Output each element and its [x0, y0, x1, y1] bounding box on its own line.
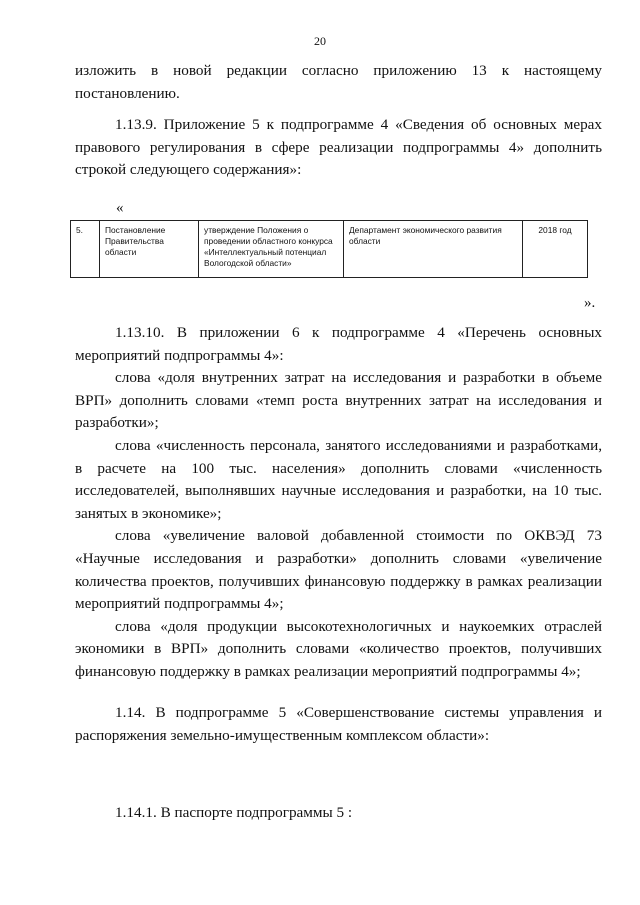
cell-term: 2018 год	[523, 221, 588, 278]
paragraph-1-14-1: 1.14.1. В паспорте подпрограммы 5 :	[115, 804, 353, 821]
page-number: 20	[314, 34, 326, 48]
block-1-14	[75, 702, 602, 747]
cell-executor: Департамент экономического развития области	[344, 221, 523, 278]
paragraph-intro: изложить в новой редакции согласно приложению 13 к настоящему постановлению.	[75, 62, 602, 102]
closing-quote: ».	[584, 295, 596, 311]
table-row	[71, 221, 588, 278]
paragraph-1-13-9: 1.13.9. Приложение 5 к подпрограмме 4 «Сведения об основных мерах правового регулирования в сфере реализации подпрограммы 4» дополнить строкой следующего содержания»:	[75, 116, 602, 179]
block-1-13-10	[75, 322, 602, 684]
paragraph-words-2: слова «численность персонала, занятого исследованиями и разработками, в расчете на 100 тыс. населения» дополнить словами «численность исследователей, выполнявших научные исследования и разработки, на 10 тыс. занятых в экономике»;	[75, 436, 602, 522]
paragraph-words-4: слова «доля продукции высокотехнологичных и наукоемких отраслей экономики в ВРП» дополнить словами «количество проектов, получивших финансовую поддержку в рамках реализации мероприятий подпрограммы 4»;	[75, 617, 602, 680]
opening-quote: «	[116, 200, 124, 216]
paragraph-words-1: слова «доля внутренних затрат на исследования и разработки в объеме ВРП» дополнить словами «темп роста внутренних затрат на исследования и разработки»;	[75, 369, 602, 432]
block-intro	[75, 60, 602, 105]
paragraph-words-3: слова «увеличение валовой добавленной стоимости по ОКВЭД 73 «Научные исследования и разработки» дополнить словами «увеличение количества проектов, получивших финансовую поддержку в рамках реализации мероприятий подпрограммы 4»;	[75, 527, 602, 613]
paragraph-1-14: 1.14. В подпрограмме 5 «Совершенствование системы управления и распоряжения земельно-имущественным комплексом области»:	[75, 704, 602, 744]
cell-act-type: Постановление Правительства области	[100, 221, 199, 278]
block-1-13-9	[75, 114, 602, 182]
paragraph-1-13-10: 1.13.10. В приложении 6 к подпрограмме 4 «Перечень основных мероприятий подпрограммы 4»:	[75, 324, 602, 364]
cell-number: 5.	[71, 221, 100, 278]
block-1-14-1	[75, 802, 602, 825]
inserted-table	[70, 220, 588, 278]
cell-act-name: утверждение Положения о проведении областного конкурса «Интеллектуальный потенциал Вологодской области»	[199, 221, 344, 278]
